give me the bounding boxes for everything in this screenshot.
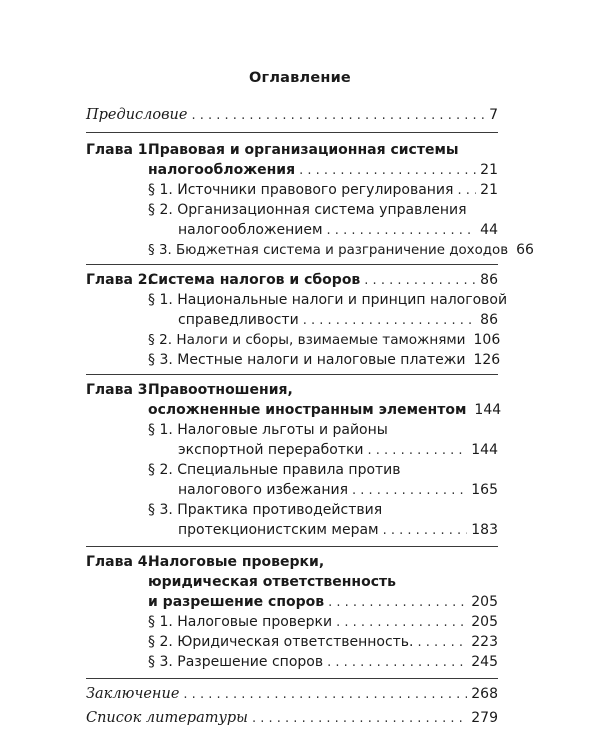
page-number: 106 (473, 332, 501, 348)
chapter-3-label: Глава 3. (86, 382, 153, 398)
page-number: 21 (480, 162, 498, 178)
chapter-4-label: Глава 4. (86, 554, 153, 570)
dot-leader (368, 441, 468, 461)
dot-leader (352, 481, 467, 501)
dot-leader (299, 161, 476, 181)
section-title-line-1[interactable]: § 2. Специальные правила против (148, 462, 401, 478)
section-title-line-2: протекционистским мерам (178, 522, 379, 538)
chapter-4-title-line-2[interactable]: юридическая ответственность (148, 574, 396, 590)
chapter-4-title-line-1[interactable]: Налоговые проверки, (148, 554, 325, 570)
page-number: 205 (471, 594, 498, 610)
toc-entry-ch4-sec1[interactable] (148, 612, 498, 632)
toc-entry-ch3-sec3[interactable] (178, 520, 498, 540)
page-number: 7 (489, 107, 498, 123)
divider (86, 546, 498, 547)
dot-leader (191, 106, 485, 126)
chapter-1-title-line-1[interactable]: Правовая и организационная системы (148, 142, 459, 158)
chapter-1-label: Глава 1. (86, 142, 153, 158)
toc-entry-ch4-sec2[interactable] (148, 632, 498, 652)
section-title: § 2. Юридическая ответственность. (148, 634, 414, 650)
dot-leader (327, 653, 467, 673)
divider (86, 132, 498, 133)
page-number: 86 (480, 272, 498, 288)
chapter-4-title-line-3: и разрешение споров (148, 594, 325, 610)
page-number: 44 (480, 222, 498, 238)
dot-leader (303, 311, 476, 331)
page-number: 165 (471, 482, 498, 498)
dot-leader (327, 221, 477, 241)
preface-label: Предисловие (86, 107, 188, 123)
divider (86, 374, 498, 375)
page-number: 268 (471, 686, 498, 702)
page-number: 205 (471, 614, 498, 630)
toc-title: Оглавление (249, 70, 351, 86)
section-title-line-2: налогообложением (178, 222, 323, 238)
section-title-line-2: экспортной переработки (178, 442, 364, 458)
section-title: § 3. Местные налоги и налоговые платежи (148, 352, 466, 368)
page-number: 66 (516, 242, 534, 258)
section-title-line-2: налогового избежания (178, 482, 349, 498)
page-number: 245 (471, 654, 498, 670)
chapter-2-title: Система налогов и сборов (148, 272, 361, 288)
dot-leader (328, 593, 467, 613)
section-title-line-1[interactable]: § 2. Организационная система управления (148, 202, 467, 218)
conclusion-label: Заключение (86, 686, 180, 702)
dot-leader (364, 271, 476, 291)
divider (86, 264, 498, 265)
dot-leader (383, 521, 468, 541)
toc-entry-ch2-sec2[interactable] (148, 330, 501, 350)
toc-entry-chapter-4[interactable] (148, 592, 498, 612)
section-title-line-1[interactable]: § 1. Налоговые льготы и районы (148, 422, 388, 438)
page-number: 279 (471, 710, 498, 726)
toc-entry-ch2-sec1[interactable] (178, 310, 498, 330)
section-title: § 3. Бюджетная система и разграничение доходов (148, 243, 509, 258)
toc-entry-ch3-sec1[interactable] (178, 440, 498, 460)
toc-entry-conclusion[interactable] (86, 684, 498, 704)
toc-entry-ch1-sec2[interactable] (178, 220, 498, 240)
dot-leader (252, 709, 467, 729)
chapter-3-title-line-2: осложненные иностранным элементом (148, 402, 467, 418)
divider (86, 678, 498, 679)
section-title-line-1[interactable]: § 1. Национальные налоги и принцип налоговой (148, 292, 508, 308)
page-number: 144 (471, 442, 498, 458)
page-number: 183 (471, 522, 498, 538)
toc-entry-ch3-sec2[interactable] (178, 480, 498, 500)
page-number: 86 (480, 312, 498, 328)
dot-leader (183, 685, 467, 705)
page-number: 21 (480, 182, 498, 198)
dot-leader (457, 181, 476, 201)
chapter-2-label: Глава 2. (86, 272, 153, 288)
toc-entry-ch2-sec3[interactable] (148, 350, 501, 370)
section-title: § 2. Налоги и сборы, взимаемые таможнями (148, 332, 466, 348)
toc-entry-chapter-2[interactable] (148, 270, 498, 290)
page-number: 126 (473, 352, 501, 368)
toc-entry-ch4-sec3[interactable] (148, 652, 498, 672)
toc-entry-ch1-sec3[interactable] (148, 240, 534, 260)
section-title-line-1[interactable]: § 3. Практика противодействия (148, 502, 383, 518)
section-title: § 1. Источники правового регулирования (148, 182, 454, 198)
toc-entry-chapter-3[interactable] (148, 400, 502, 420)
section-title: § 3. Разрешение споров (148, 654, 324, 670)
toc-entry-chapter-1[interactable] (148, 160, 498, 180)
toc-entry-bibliography[interactable] (86, 708, 498, 728)
toc-entry-ch1-sec1[interactable] (148, 180, 498, 200)
section-title-line-2: справедливости (178, 312, 299, 328)
bibliography-label: Список литературы (86, 710, 248, 726)
section-title: § 1. Налоговые проверки (148, 614, 333, 630)
page-number: 223 (471, 634, 498, 650)
chapter-1-title-line-2: налогообложения (148, 162, 296, 178)
page-number: 144 (474, 402, 502, 418)
chapter-3-title-line-1[interactable]: Правоотношения, (148, 382, 293, 398)
dot-leader (336, 613, 467, 633)
toc-entry-preface[interactable] (86, 105, 498, 125)
dot-leader (418, 633, 468, 653)
